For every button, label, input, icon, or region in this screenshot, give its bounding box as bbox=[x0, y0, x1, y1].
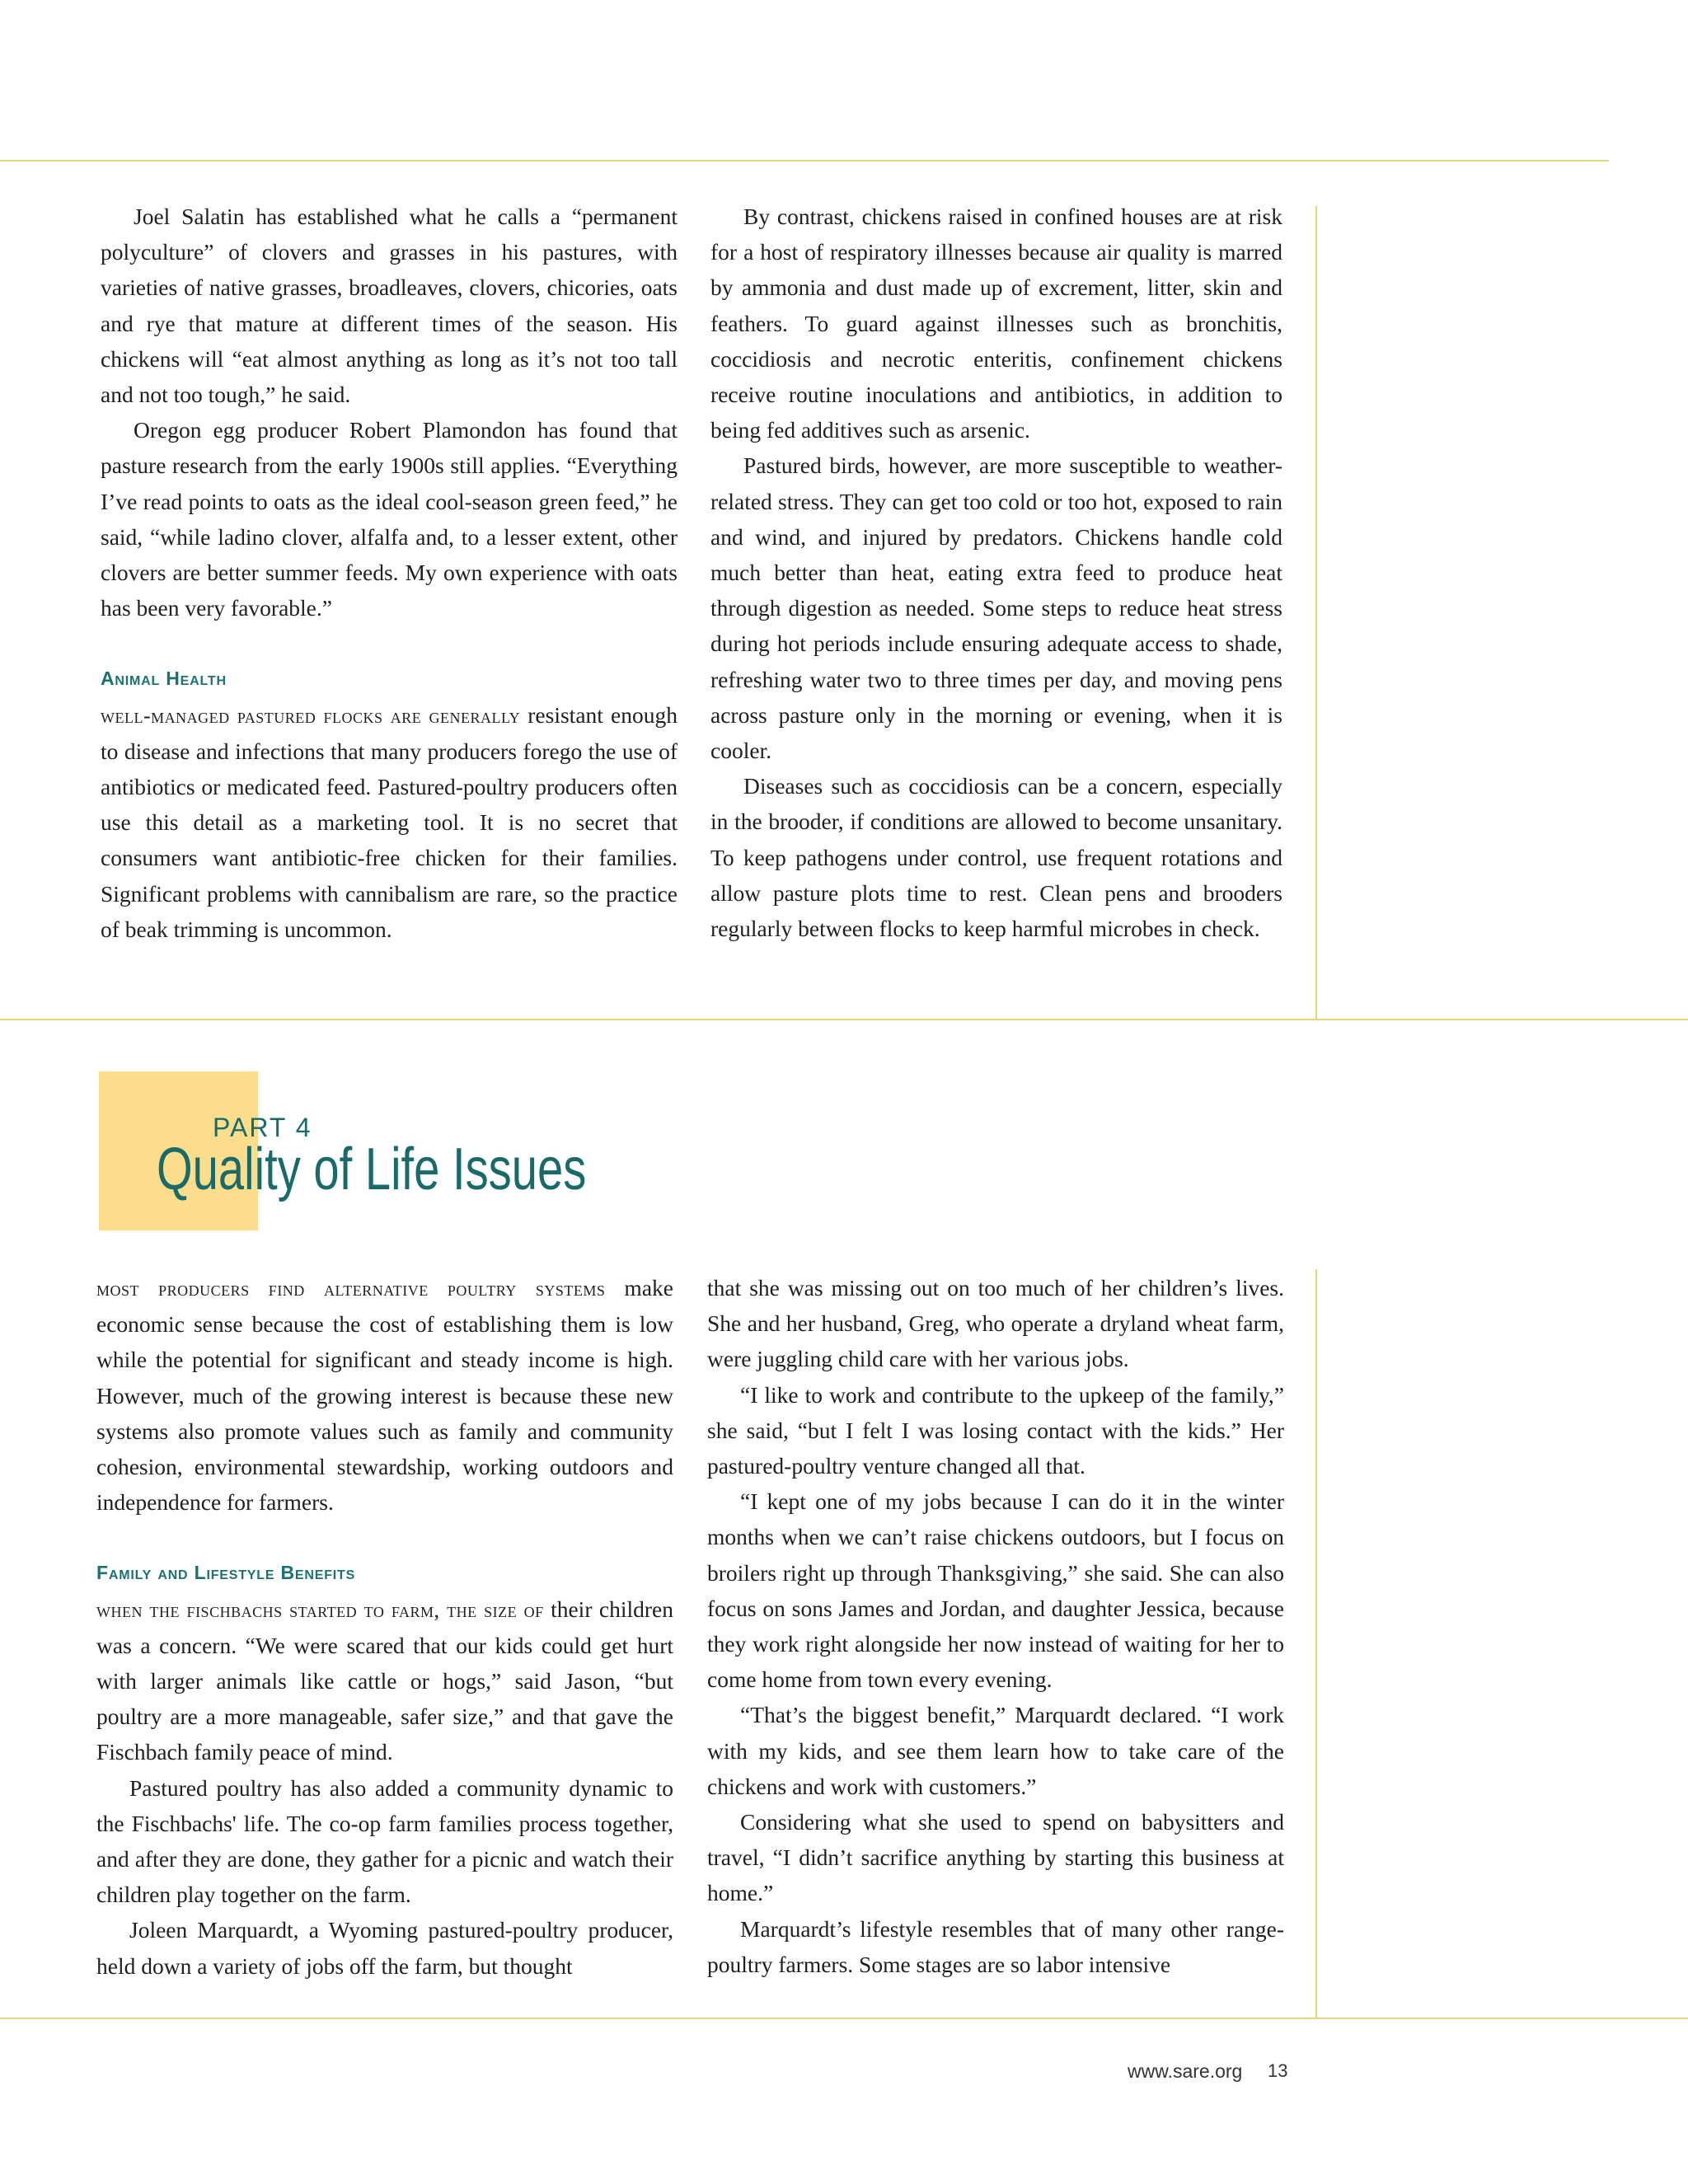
paragraph: Oregon egg producer Robert Plamondon has found that pasture research from the early 1900s still applies. “Everything I’ve read points to oats as the ideal cool-season green feed,” he said, “while ladino clover, alfalfa and, to a lesser extent, other clovers are better summer feeds. My own experience with oats has been very favorable.” bbox=[101, 417, 678, 621]
top-rule bbox=[0, 160, 1609, 162]
section-heading-animal-health: Animal Health bbox=[101, 668, 227, 690]
paragraph: Joel Salatin has established what he calls a “permanent polyculture” of clovers and grasses in his pastures, with varieties of native grasses, broadleaves, clovers, chicories, oats and rye that mature at different times of the season. His chickens will “eat almost anything as long as it’s not too tall and not too tough,” he said. bbox=[101, 204, 678, 408]
top-vertical-rule bbox=[1315, 206, 1317, 1020]
bottom-rule bbox=[0, 2018, 1688, 2019]
lead-in-caps: well-managed pastured flocks are generally bbox=[101, 703, 521, 728]
paragraph bbox=[101, 697, 678, 947]
paragraph: Pastured birds, however, are more susceptible to weather-related stress. They can get too cold or too hot, exposed to rain and wind, and injured by predators. Chickens handle cold much better than heat, eating extra feed to produce heat through digestion as needed. Some steps to reduce heat stress during hot periods include ensuring adequate access to shade, refreshing water two to three times per day, and moving pens across pasture only in the morning or evening, when it is cooler. bbox=[710, 452, 1282, 764]
page-number: 13 bbox=[1268, 2060, 1288, 2081]
top-right-column bbox=[710, 199, 1282, 946]
section-heading-family-lifestyle: Family and Lifestyle Benefits bbox=[96, 1562, 356, 1584]
part-label: PART 4 bbox=[213, 1113, 312, 1142]
paragraph: Marquardt’s lifestyle resembles that of many other range-poultry farmers. Some stages are so labor intensive bbox=[707, 1915, 1284, 1977]
paragraph bbox=[96, 1270, 673, 1520]
paragraph: “I kept one of my jobs because I can do it in the winter months when we can’t raise chickens outdoors, but I focus on broilers right up through Thanksgiving,” she said. She can also focus on sons James and Jordan, and daughter Jessica, because they work right alongside her now instead of waiting for her to come home from town every evening. bbox=[707, 1488, 1284, 1693]
paragraph: Joleen Marquardt, a Wyoming pastured-poultry producer, held down a variety of jobs off the farm, but thought bbox=[96, 1917, 673, 1979]
bottom-right-column bbox=[707, 1270, 1284, 1982]
part-title: Quality of Life Issues bbox=[157, 1137, 587, 1202]
top-left-column bbox=[101, 199, 678, 947]
lead-in-caps: most producers find alternative poultry systems bbox=[96, 1277, 606, 1301]
paragraph: that she was missing out on too much of her children’s lives. She and her husband, Greg, who operate a dryland wheat farm, were juggling child care with her various jobs. bbox=[707, 1275, 1284, 1372]
lead-in-rest: make economic sense because the cost of establishing them is low while the potential for significant and steady income is high. However, much of the growing interest is because these new systems also promote values such as family and community cohesion, environmental stewardship, working outdoors and independence for farmers. bbox=[96, 1275, 673, 1516]
lead-in-caps: when the fischbachs started to farm, the size of bbox=[96, 1597, 544, 1622]
paragraph: By contrast, chickens raised in confined houses are at risk for a host of respiratory illnesses because air quality is marred by ammonia and dust made up of excrement, litter, skin and feathers. To guard against illnesses such as bronchitis, coccidiosis and necrotic enteritis, confinement chickens receive routine inoculations and antibiotics, in addition to being fed additives such as arsenic. bbox=[710, 204, 1282, 443]
middle-rule bbox=[0, 1019, 1688, 1020]
paragraph bbox=[96, 1591, 673, 1770]
paragraph: “That’s the biggest benefit,” Marquardt declared. “I work with my kids, and see them learn how to take care of the chickens and work with customers.” bbox=[707, 1702, 1284, 1799]
bottom-vertical-rule bbox=[1315, 1269, 1317, 2019]
paragraph: “I like to work and contribute to the upkeep of the family,” she said, “but I felt I was losing contact with the kids.” Her pastured-poultry venture changed all that. bbox=[707, 1381, 1284, 1479]
footer-url: www.sare.org bbox=[1128, 2060, 1243, 2082]
paragraph: Diseases such as coccidiosis can be a concern, especially in the brooder, if conditions are allowed to become unsanitary. To keep pathogens under control, use frequent rotations and allow pasture plots time to rest. Clean pens and brooders regularly between flocks to keep harmful microbes in check. bbox=[710, 773, 1282, 942]
lead-in-rest: resistant enough to disease and infections that many producers forego the use of antibiotics or medicated feed. Pastured-poultry producers often use this detail as a marketing tool. It is no secret that consumers want antibiotic-free chicken for their families. Significant problems with cannibalism are rare, so the practice of beak trimming is uncommon. bbox=[101, 701, 678, 942]
paragraph: Pastured poultry has also added a community dynamic to the Fischbachs' life. The co-op farm families process together, and after they are done, they gather for a picnic and watch their children play together on the farm. bbox=[96, 1774, 673, 1908]
bottom-left-column bbox=[96, 1270, 673, 1984]
paragraph: Considering what she used to spend on babysitters and travel, “I didn’t sacrifice anything by starting this business at home.” bbox=[707, 1809, 1284, 1906]
lead-in-rest: their children was a concern. “We were scared that our kids could get hurt with larger animals like cattle or hogs,” said Jason, “but poultry are a more manageable, safer size,” and that gave the Fischbach family peace of mind. bbox=[96, 1596, 673, 1765]
